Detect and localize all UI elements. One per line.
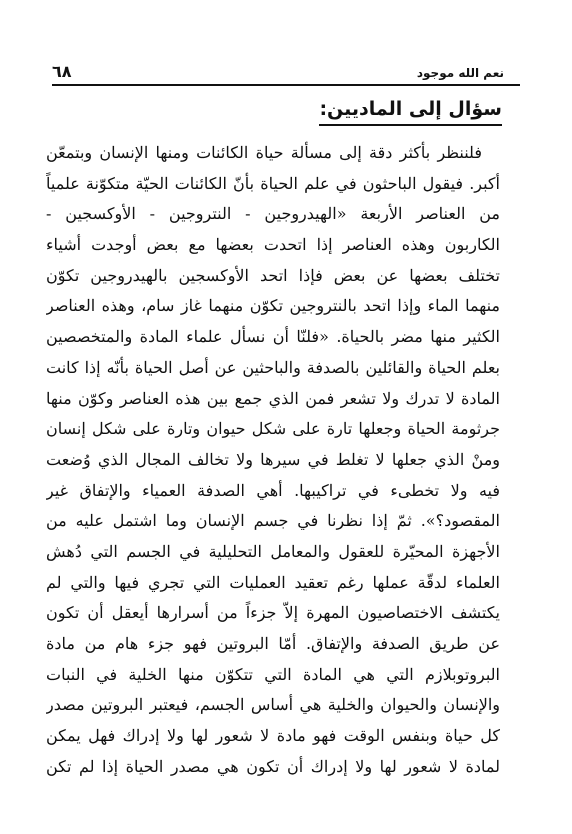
book-title: نعم الله موجود (416, 66, 504, 80)
text-line: أكبر. فيقول الباحثون في علم الحياة بأنّ الكائنات الحيّة متكوّنة علمياً (46, 173, 500, 193)
text-line: عن طريق الصدفة والإتفاق. أمّا البروتين فهو جزء هام من مادة (46, 634, 500, 653)
text-line: الكثير منها مضر بالحياة. «فلنّا أن نسأل علماء المادة والمتخصصين (46, 327, 500, 347)
text-line: والإنسان والحيوان والخلية هي أساس الجسم، فيعتبر البروتين مصدر (46, 695, 500, 715)
text-line: منهما الماء وإذا اتحد بالنتروجين تكوّن منهما غاز سام، وهذه العناصر (46, 296, 500, 316)
text-line: الأجهزة المحيّرة للعقول والمعامل التحليلية في الجسم التي دُهش (46, 541, 500, 561)
text-line: البروتوبلازم التي هي المادة التي تتكوّن منها الخلية في النبات (46, 664, 500, 684)
text-line: ومنْ الذي جعلها لا تغلط في سيرها ولا تخالف المجال الذي وُضعت (46, 449, 500, 469)
running-header (52, 62, 504, 84)
text-line: بعلم الحياة والقائلين بالصدفة والباحثين عن أصل الحياة بأنّه إذا كانت (46, 357, 500, 377)
text-line: جرثومة الحياة وجعلها تارة على شكل حيوان وتارة على شكل إنسان (46, 419, 500, 439)
text-line: من العناصر الأربعة «الهيدروجين - النتروجين - الأوكسجين - (46, 204, 500, 224)
text-line: فيه ولا تخطىء في تراكيبها. أهي الصدفة العمياء والإتفاق غير (46, 480, 500, 500)
text-line: لمادة لا شعور لها ولا إدراك أن تكون هي مصدر الحياة إذا لم تكن (46, 756, 500, 776)
body-text (46, 138, 500, 782)
text-line: العلماء لدقّة عملها رغم تعقيد العمليات التي تجري فيها والتي لم (46, 572, 500, 592)
header-rule (52, 84, 520, 86)
page-number: ٦٨ (52, 62, 72, 81)
text-line: المقصود؟». ثمّ إذا نظرنا في جسم الإنسان وما اشتمل عليه من (46, 511, 500, 531)
text-line: فلننظر بأكثر دقة إلى مسألة حياة الكائنات ومنها الإنسان وبتمعّن (46, 143, 482, 162)
section-heading: سؤال إلى الماديين: (319, 97, 502, 126)
text-line: يكتشف الاختصاصيون المهرة إلاّ جزءاً من أسرارها أيعقل أن تكون (46, 603, 500, 623)
text-line: كل حياة وبنفس الوقت فهو مادة لا شعور لها ولا إدراك فهل يمكن (46, 726, 500, 746)
text-line: الكاربون وهذه العناصر إذا اتحدت بعضها مع بعض أوجدت أشياء (46, 235, 500, 255)
text-line: تختلف بعضها عن بعض فإذا اتحد الأوكسجين بالهيدروجين تكوّن (46, 265, 500, 285)
text-line: المادة لا تدرك ولا تشعر فمن الذي جمع بين هذه العناصر وكوّن منها (46, 388, 500, 408)
